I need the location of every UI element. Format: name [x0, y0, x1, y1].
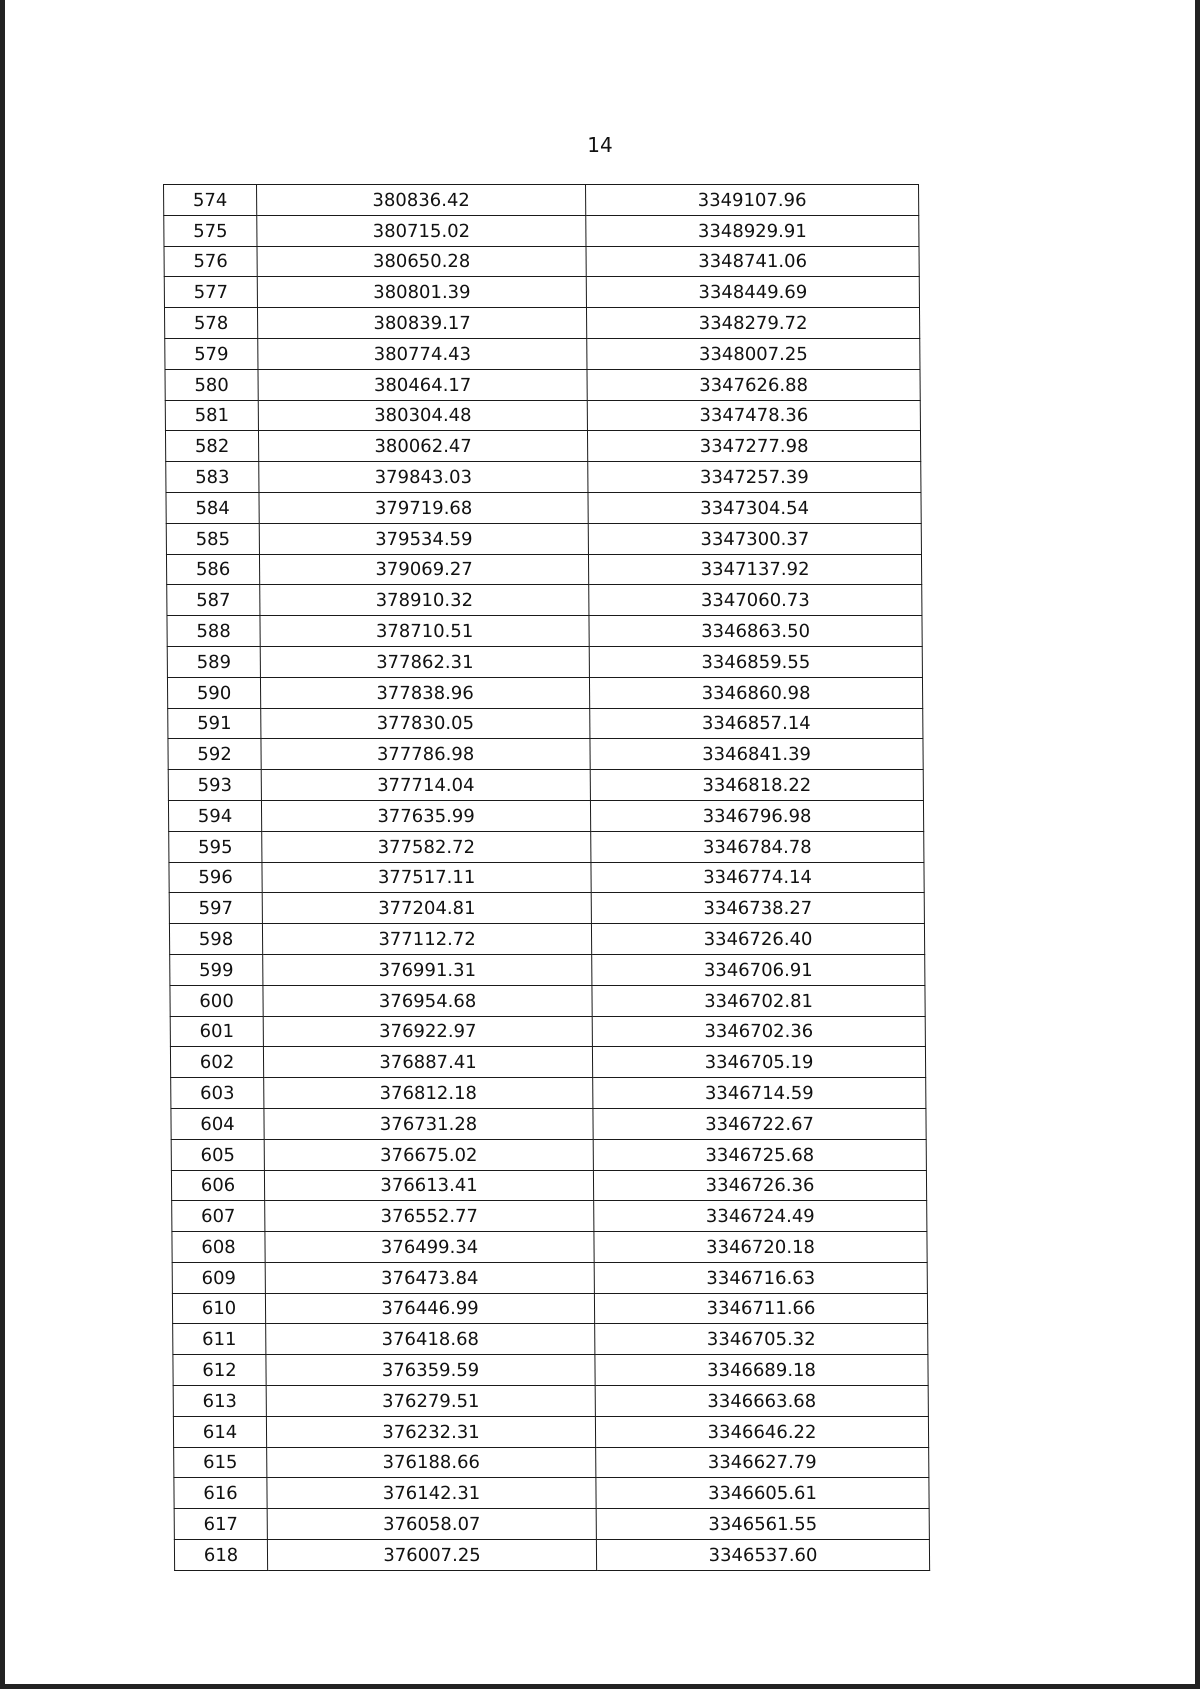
- y-coordinate-cell: 3346818.22: [590, 770, 923, 801]
- y-coordinate-cell: 3348007.25: [587, 338, 920, 369]
- table-row: [171, 1108, 926, 1139]
- point-number-cell: 601: [170, 1016, 263, 1047]
- point-number-cell: 587: [167, 585, 260, 616]
- y-coordinate-cell: 3346724.49: [594, 1201, 927, 1232]
- point-number-cell: 579: [165, 338, 258, 369]
- table-row: [169, 893, 924, 924]
- y-coordinate-cell: 3349107.96: [586, 185, 919, 216]
- point-number-cell: 583: [166, 462, 259, 493]
- table-row: [169, 862, 924, 893]
- point-number-cell: 589: [167, 646, 260, 677]
- table-row: [172, 1293, 927, 1324]
- point-number-cell: 606: [171, 1170, 264, 1201]
- table-row: [165, 369, 920, 400]
- point-number-cell: 616: [174, 1478, 267, 1509]
- table-row: [174, 1478, 929, 1509]
- table-row: [166, 492, 921, 523]
- y-coordinate-cell: 3347300.37: [588, 523, 921, 554]
- x-coordinate-cell: 377582.72: [262, 831, 591, 862]
- y-coordinate-cell: 3348929.91: [586, 215, 919, 246]
- table-row: [169, 831, 924, 862]
- y-coordinate-cell: 3346796.98: [590, 800, 923, 831]
- y-coordinate-cell: 3348741.06: [586, 246, 919, 277]
- table-row: [173, 1386, 928, 1417]
- point-number-cell: 612: [173, 1355, 266, 1386]
- x-coordinate-cell: 377838.96: [260, 677, 589, 708]
- table-row: [172, 1232, 927, 1263]
- y-coordinate-cell: 3347304.54: [588, 492, 921, 523]
- point-number-cell: 609: [172, 1262, 265, 1293]
- y-coordinate-cell: 3347137.92: [588, 554, 921, 585]
- point-number-cell: 578: [164, 308, 257, 339]
- x-coordinate-cell: 376232.31: [266, 1416, 595, 1447]
- point-number-cell: 614: [173, 1416, 266, 1447]
- x-coordinate-cell: 380839.17: [257, 308, 586, 339]
- y-coordinate-cell: 3347257.39: [588, 462, 921, 493]
- page-edge-bottom: [0, 1684, 1200, 1689]
- x-coordinate-cell: 379534.59: [259, 523, 588, 554]
- x-coordinate-cell: 377517.11: [262, 862, 591, 893]
- y-coordinate-cell: 3346725.68: [593, 1139, 926, 1170]
- y-coordinate-cell: 3347277.98: [587, 431, 920, 462]
- coordinates-table: [163, 184, 930, 1571]
- point-number-cell: 599: [170, 954, 263, 985]
- x-coordinate-cell: 377112.72: [262, 924, 591, 955]
- x-coordinate-cell: 377830.05: [261, 708, 590, 739]
- y-coordinate-cell: 3346774.14: [591, 862, 924, 893]
- y-coordinate-cell: 3346663.68: [595, 1386, 928, 1417]
- table-row: [168, 739, 923, 770]
- y-coordinate-cell: 3346537.60: [596, 1540, 929, 1571]
- table-row: [170, 1016, 925, 1047]
- x-coordinate-cell: 380836.42: [257, 185, 586, 216]
- y-coordinate-cell: 3346863.50: [589, 616, 922, 647]
- table-row: [169, 924, 924, 955]
- x-coordinate-cell: 376613.41: [264, 1170, 593, 1201]
- table-row: [174, 1509, 929, 1540]
- x-coordinate-cell: 376991.31: [263, 954, 592, 985]
- y-coordinate-cell: 3346714.59: [593, 1078, 926, 1109]
- x-coordinate-cell: 380715.02: [257, 215, 586, 246]
- table-row: [164, 215, 919, 246]
- x-coordinate-cell: 377635.99: [261, 800, 590, 831]
- table-row: [168, 708, 923, 739]
- point-number-cell: 602: [170, 1047, 263, 1078]
- point-number-cell: 593: [168, 770, 261, 801]
- y-coordinate-cell: 3346702.81: [592, 985, 925, 1016]
- y-coordinate-cell: 3346859.55: [589, 646, 922, 677]
- point-number-cell: 610: [172, 1293, 265, 1324]
- y-coordinate-cell: 3346738.27: [591, 893, 924, 924]
- point-number-cell: 611: [173, 1324, 266, 1355]
- y-coordinate-cell: 3346860.98: [589, 677, 922, 708]
- table-row: [167, 585, 922, 616]
- x-coordinate-cell: 376188.66: [267, 1447, 596, 1478]
- point-number-cell: 600: [170, 985, 263, 1016]
- x-coordinate-cell: 376007.25: [267, 1540, 596, 1571]
- y-coordinate-cell: 3346702.36: [592, 1016, 925, 1047]
- y-coordinate-cell: 3347626.88: [587, 369, 920, 400]
- point-number-cell: 608: [172, 1232, 265, 1263]
- point-number-cell: 607: [172, 1201, 265, 1232]
- y-coordinate-cell: 3346857.14: [590, 708, 923, 739]
- table-row: [165, 431, 920, 462]
- point-number-cell: 574: [164, 185, 257, 216]
- point-number-cell: 605: [171, 1139, 264, 1170]
- table-row: [168, 800, 923, 831]
- point-number-cell: 597: [169, 893, 262, 924]
- point-number-cell: 585: [166, 523, 259, 554]
- table-row: [166, 462, 921, 493]
- table-row: [174, 1447, 929, 1478]
- x-coordinate-cell: 377204.81: [262, 893, 591, 924]
- point-number-cell: 603: [171, 1078, 264, 1109]
- table-row: [171, 1139, 926, 1170]
- y-coordinate-cell: 3346841.39: [590, 739, 923, 770]
- table-row: [164, 246, 919, 277]
- table-row: [168, 770, 923, 801]
- point-number-cell: 586: [166, 554, 259, 585]
- x-coordinate-cell: 378910.32: [260, 585, 589, 616]
- point-number-cell: 598: [169, 924, 262, 955]
- y-coordinate-cell: 3346711.66: [594, 1293, 927, 1324]
- point-number-cell: 595: [169, 831, 262, 862]
- point-number-cell: 590: [167, 677, 260, 708]
- y-coordinate-cell: 3346726.40: [591, 924, 924, 955]
- x-coordinate-cell: 376446.99: [265, 1293, 594, 1324]
- table-row: [164, 185, 919, 216]
- page-number: 14: [587, 133, 613, 157]
- y-coordinate-cell: 3346784.78: [591, 831, 924, 862]
- table-row: [173, 1355, 928, 1386]
- y-coordinate-cell: 3347060.73: [589, 585, 922, 616]
- x-coordinate-cell: 376499.34: [265, 1232, 594, 1263]
- table-row: [170, 1047, 925, 1078]
- y-coordinate-cell: 3348449.69: [586, 277, 919, 308]
- y-coordinate-cell: 3347478.36: [587, 400, 920, 431]
- x-coordinate-cell: 377786.98: [261, 739, 590, 770]
- y-coordinate-cell: 3346646.22: [595, 1416, 928, 1447]
- table-row: [170, 985, 925, 1016]
- x-coordinate-cell: 377862.31: [260, 646, 589, 677]
- point-number-cell: 576: [164, 246, 257, 277]
- table-row: [166, 523, 921, 554]
- y-coordinate-cell: 3346706.91: [592, 954, 925, 985]
- y-coordinate-cell: 3346720.18: [594, 1232, 927, 1263]
- table-row: [171, 1078, 926, 1109]
- x-coordinate-cell: 380650.28: [257, 246, 586, 277]
- table-row: [165, 400, 920, 431]
- point-number-cell: 581: [165, 400, 258, 431]
- x-coordinate-cell: 379719.68: [259, 492, 588, 523]
- point-number-cell: 596: [169, 862, 262, 893]
- y-coordinate-cell: 3346689.18: [595, 1355, 928, 1386]
- table-row: [170, 954, 925, 985]
- y-coordinate-cell: 3346722.67: [593, 1108, 926, 1139]
- table-row: [167, 677, 922, 708]
- point-number-cell: 615: [174, 1447, 267, 1478]
- page-edge-left: [0, 0, 5, 1689]
- x-coordinate-cell: 380464.17: [258, 369, 587, 400]
- x-coordinate-cell: 379069.27: [259, 554, 588, 585]
- x-coordinate-cell: 376675.02: [264, 1139, 593, 1170]
- x-coordinate-cell: 380304.48: [258, 400, 587, 431]
- table-row: [173, 1416, 928, 1447]
- table-row: [173, 1324, 928, 1355]
- x-coordinate-cell: 380062.47: [258, 431, 587, 462]
- x-coordinate-cell: 376058.07: [267, 1509, 596, 1540]
- table-row: [164, 277, 919, 308]
- table-row: [167, 616, 922, 647]
- y-coordinate-cell: 3346627.79: [596, 1447, 929, 1478]
- table-row: [174, 1540, 929, 1571]
- point-number-cell: 592: [168, 739, 261, 770]
- x-coordinate-cell: 376812.18: [264, 1078, 593, 1109]
- y-coordinate-cell: 3346561.55: [596, 1509, 929, 1540]
- point-number-cell: 580: [165, 369, 258, 400]
- page-edge-right: [1195, 0, 1200, 1689]
- x-coordinate-cell: 376473.84: [265, 1262, 594, 1293]
- x-coordinate-cell: 376922.97: [263, 1016, 592, 1047]
- point-number-cell: 588: [167, 616, 260, 647]
- coordinates-table-body: [164, 185, 930, 1571]
- point-number-cell: 577: [164, 277, 257, 308]
- point-number-cell: 591: [168, 708, 261, 739]
- x-coordinate-cell: 376552.77: [265, 1201, 594, 1232]
- point-number-cell: 582: [165, 431, 258, 462]
- x-coordinate-cell: 376887.41: [263, 1047, 592, 1078]
- point-number-cell: 584: [166, 492, 259, 523]
- point-number-cell: 618: [174, 1540, 267, 1571]
- y-coordinate-cell: 3348279.72: [586, 308, 919, 339]
- y-coordinate-cell: 3346716.63: [594, 1262, 927, 1293]
- x-coordinate-cell: 376731.28: [264, 1108, 593, 1139]
- point-number-cell: 613: [173, 1386, 266, 1417]
- table-row: [171, 1170, 926, 1201]
- table-row: [165, 338, 920, 369]
- point-number-cell: 575: [164, 215, 257, 246]
- table-row: [166, 554, 921, 585]
- y-coordinate-cell: 3346605.61: [596, 1478, 929, 1509]
- x-coordinate-cell: 376279.51: [266, 1386, 595, 1417]
- table-row: [172, 1262, 927, 1293]
- x-coordinate-cell: 376142.31: [267, 1478, 596, 1509]
- x-coordinate-cell: 380801.39: [257, 277, 586, 308]
- x-coordinate-cell: 379843.03: [259, 462, 588, 493]
- y-coordinate-cell: 3346705.19: [592, 1047, 925, 1078]
- table-row: [172, 1201, 927, 1232]
- x-coordinate-cell: 377714.04: [261, 770, 590, 801]
- y-coordinate-cell: 3346705.32: [595, 1324, 928, 1355]
- x-coordinate-cell: 380774.43: [258, 338, 587, 369]
- y-coordinate-cell: 3346726.36: [593, 1170, 926, 1201]
- table-row: [167, 646, 922, 677]
- table-row: [164, 308, 919, 339]
- point-number-cell: 594: [168, 800, 261, 831]
- point-number-cell: 604: [171, 1108, 264, 1139]
- x-coordinate-cell: 376954.68: [263, 985, 592, 1016]
- point-number-cell: 617: [174, 1509, 267, 1540]
- x-coordinate-cell: 378710.51: [260, 616, 589, 647]
- x-coordinate-cell: 376418.68: [266, 1324, 595, 1355]
- x-coordinate-cell: 376359.59: [266, 1355, 595, 1386]
